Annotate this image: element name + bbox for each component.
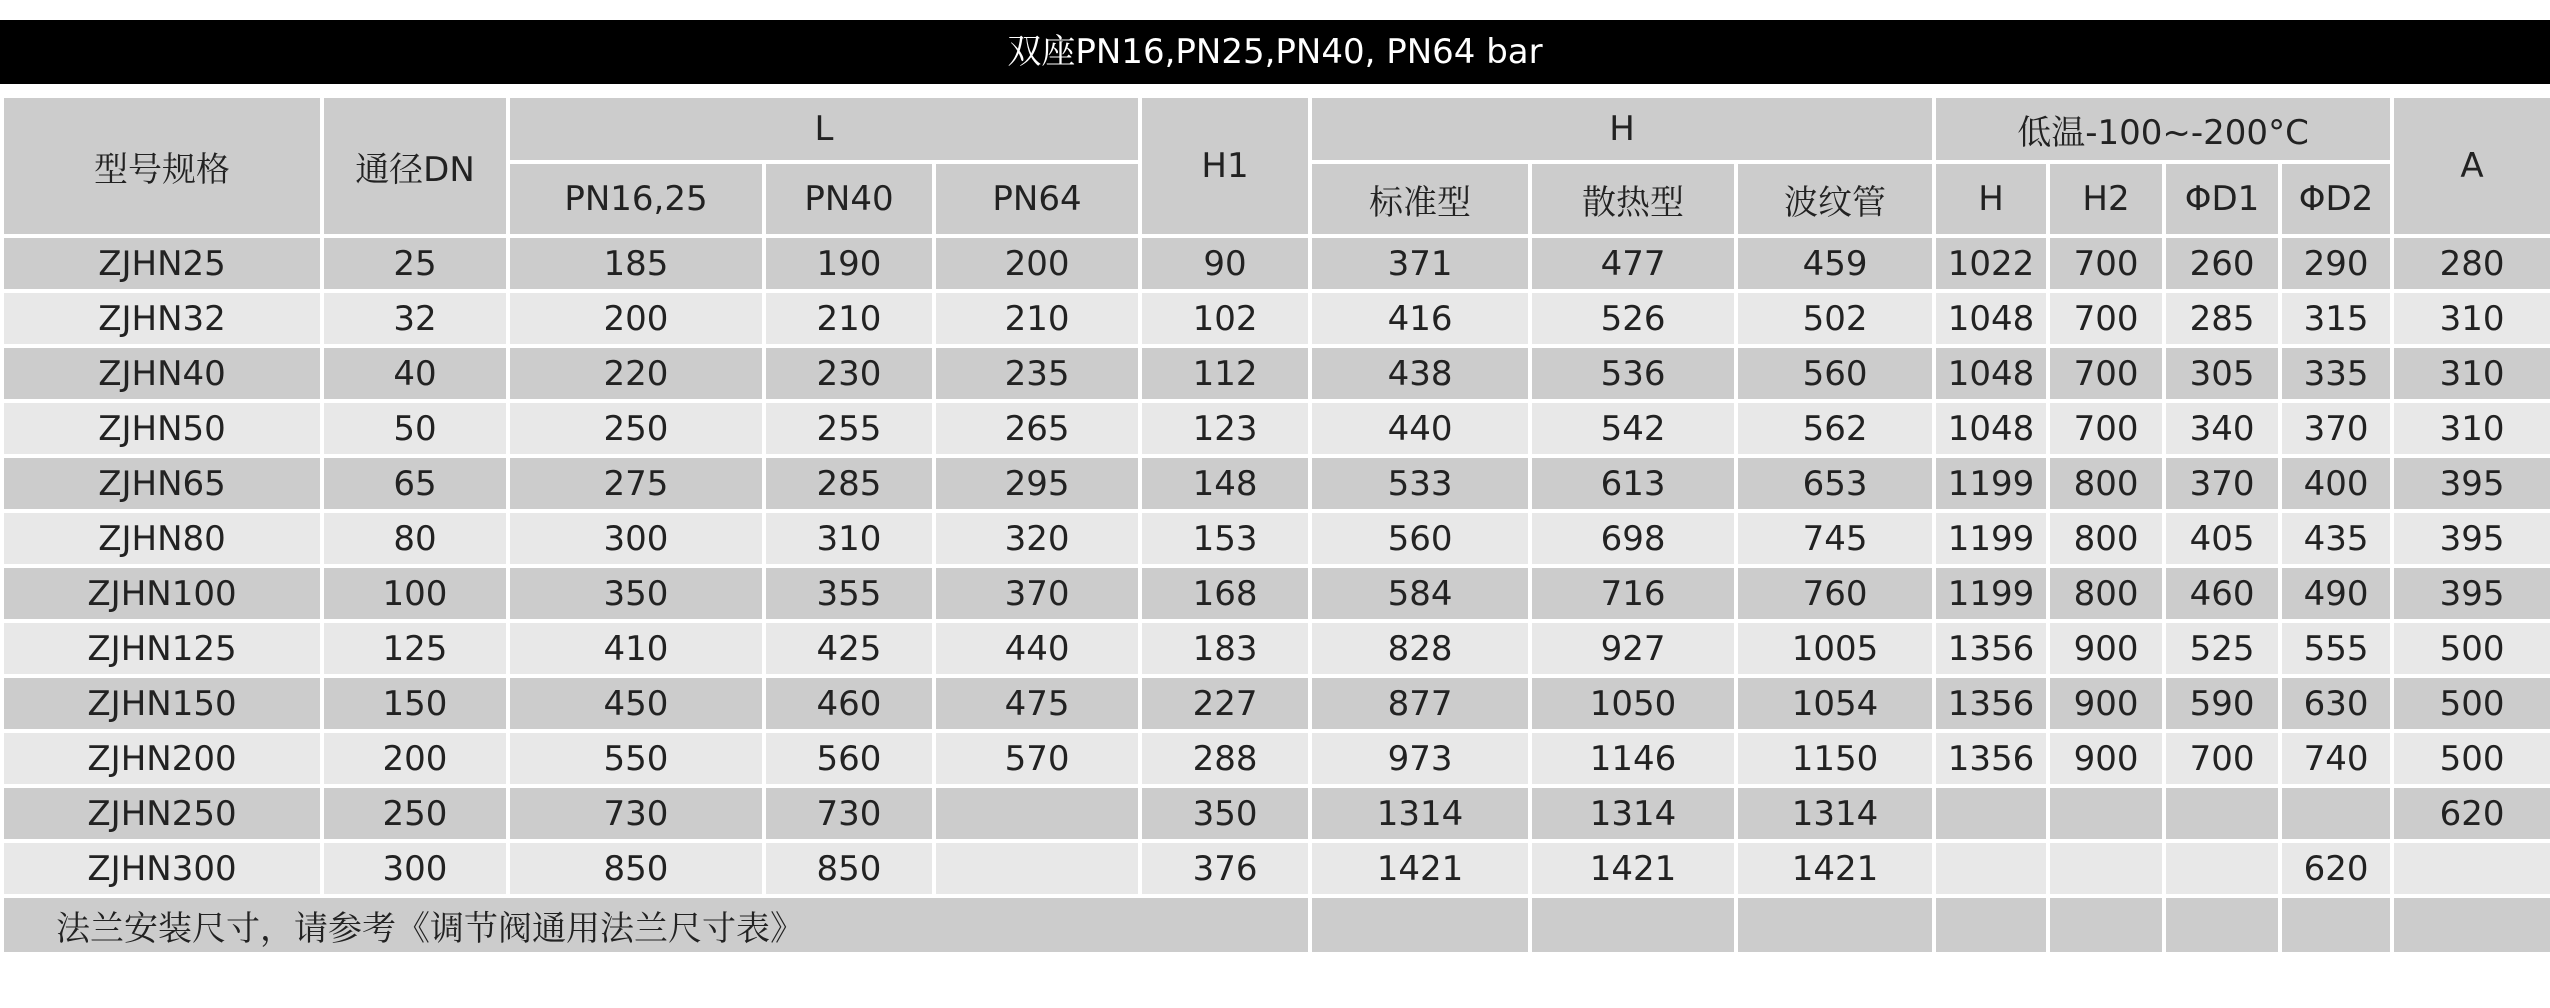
header-h-heat-sink: 散热型 <box>1530 162 1736 236</box>
table-cell: 438 <box>1310 346 1530 401</box>
table-cell: 395 <box>2392 566 2550 621</box>
table-row <box>2 731 2550 786</box>
table-cell: 370 <box>2164 456 2280 511</box>
table-cell: 65 <box>322 456 508 511</box>
table-cell: ZJHN80 <box>2 511 322 566</box>
table-cell: 700 <box>2048 291 2164 346</box>
header-model: 型号规格 <box>2 96 322 236</box>
table-cell: 310 <box>764 511 934 566</box>
table-cell: 310 <box>2392 291 2550 346</box>
table-cell: 745 <box>1736 511 1934 566</box>
table-cell: 1048 <box>1934 401 2048 456</box>
table-cell: 730 <box>764 786 934 841</box>
table-cell: 800 <box>2048 566 2164 621</box>
table-cell: 550 <box>508 731 764 786</box>
table-cell: 653 <box>1736 456 1934 511</box>
table-cell: 183 <box>1140 621 1310 676</box>
table-cell: 1050 <box>1530 676 1736 731</box>
table-cell: 570 <box>934 731 1140 786</box>
table-row <box>2 346 2550 401</box>
header-h-standard: 标准型 <box>1310 162 1530 236</box>
table-cell: 280 <box>2392 236 2550 291</box>
table-cell: 250 <box>508 401 764 456</box>
table-cell: 459 <box>1736 236 1934 291</box>
header-low-temp-d1: ΦD1 <box>2164 162 2280 236</box>
table-cell: 730 <box>508 786 764 841</box>
empty-cell <box>1736 896 1934 954</box>
table-cell: 698 <box>1530 511 1736 566</box>
header-row-1 <box>2 96 2550 162</box>
table-cell: 370 <box>934 566 1140 621</box>
table-cell: 102 <box>1140 291 1310 346</box>
table-cell: 1199 <box>1934 456 2048 511</box>
table-cell: 900 <box>2048 676 2164 731</box>
table-cell: 800 <box>2048 456 2164 511</box>
table-cell: 320 <box>934 511 1140 566</box>
table-cell: 828 <box>1310 621 1530 676</box>
footnote: 法兰安装尺寸，请参考《调节阀通用法兰尺寸表》 <box>2 896 1310 954</box>
table-cell: 315 <box>2280 291 2392 346</box>
table-cell: 560 <box>764 731 934 786</box>
table-cell: 555 <box>2280 621 2392 676</box>
table-cell: 927 <box>1530 621 1736 676</box>
table-cell: 185 <box>508 236 764 291</box>
table-cell: 250 <box>322 786 508 841</box>
table-cell: 850 <box>508 841 764 896</box>
table-cell: ZJHN100 <box>2 566 322 621</box>
table-cell: 500 <box>2392 731 2550 786</box>
table-cell: 227 <box>1140 676 1310 731</box>
table-cell: 376 <box>1140 841 1310 896</box>
table-cell: 410 <box>508 621 764 676</box>
table-cell: 475 <box>934 676 1140 731</box>
footnote-row <box>2 896 2550 954</box>
table-cell: ZJHN50 <box>2 401 322 456</box>
header-h1: H1 <box>1140 96 1310 236</box>
table-cell <box>2164 786 2280 841</box>
table-cell: 1005 <box>1736 621 1934 676</box>
table-cell: 973 <box>1310 731 1530 786</box>
table-cell: 460 <box>2164 566 2280 621</box>
table-cell: 295 <box>934 456 1140 511</box>
table-cell: 300 <box>322 841 508 896</box>
header-l-pn64: PN64 <box>934 162 1140 236</box>
table-cell: 562 <box>1736 401 1934 456</box>
table-cell: 1054 <box>1736 676 1934 731</box>
table-cell: 148 <box>1140 456 1310 511</box>
table-cell: 300 <box>508 511 764 566</box>
table-cell <box>2048 841 2164 896</box>
empty-cell <box>1530 896 1736 954</box>
table-cell: 630 <box>2280 676 2392 731</box>
table-cell: 700 <box>2048 236 2164 291</box>
table-cell: 460 <box>764 676 934 731</box>
header-a: A <box>2392 96 2550 236</box>
empty-cell <box>1310 896 1530 954</box>
table-cell: 477 <box>1530 236 1736 291</box>
table-cell: 190 <box>764 236 934 291</box>
table-cell: 1356 <box>1934 621 2048 676</box>
table-cell: 500 <box>2392 676 2550 731</box>
table-cell: 1048 <box>1934 346 2048 401</box>
table-cell: 90 <box>1140 236 1310 291</box>
table-cell: 265 <box>934 401 1140 456</box>
table-cell: 440 <box>934 621 1140 676</box>
table-cell: ZJHN200 <box>2 731 322 786</box>
table-row <box>2 621 2550 676</box>
table-cell: 200 <box>934 236 1140 291</box>
table-cell: 1356 <box>1934 676 2048 731</box>
table-cell: 900 <box>2048 731 2164 786</box>
table-cell: 310 <box>2392 346 2550 401</box>
table-row <box>2 841 2550 896</box>
table-cell: 590 <box>2164 676 2280 731</box>
table-cell: 235 <box>934 346 1140 401</box>
table-row <box>2 456 2550 511</box>
table-row <box>2 676 2550 731</box>
table-cell: 877 <box>1310 676 1530 731</box>
table-cell: 50 <box>322 401 508 456</box>
table-cell: 340 <box>2164 401 2280 456</box>
table-cell: 542 <box>1530 401 1736 456</box>
table-cell: 1314 <box>1310 786 1530 841</box>
header-low-temp-d2: ΦD2 <box>2280 162 2392 236</box>
table-cell: 620 <box>2392 786 2550 841</box>
table-row <box>2 566 2550 621</box>
empty-cell <box>2164 896 2280 954</box>
table-cell <box>2048 786 2164 841</box>
table-cell: 1314 <box>1736 786 1934 841</box>
table-cell: 584 <box>1310 566 1530 621</box>
table-cell: 210 <box>934 291 1140 346</box>
table-cell: 1421 <box>1736 841 1934 896</box>
table-cell <box>934 841 1140 896</box>
table-cell: 1421 <box>1310 841 1530 896</box>
table-cell: ZJHN125 <box>2 621 322 676</box>
table-cell: 526 <box>1530 291 1736 346</box>
table-cell: 700 <box>2164 731 2280 786</box>
table-cell: 125 <box>322 621 508 676</box>
table-cell: 620 <box>2280 841 2392 896</box>
table-cell: 310 <box>2392 401 2550 456</box>
table-cell: 395 <box>2392 456 2550 511</box>
table-cell: 290 <box>2280 236 2392 291</box>
table-cell: ZJHN32 <box>2 291 322 346</box>
table-cell: 288 <box>1140 731 1310 786</box>
table-cell: 1199 <box>1934 511 2048 566</box>
table-cell: 500 <box>2392 621 2550 676</box>
table-cell: 560 <box>1310 511 1530 566</box>
table-cell: 740 <box>2280 731 2392 786</box>
table-cell: ZJHN250 <box>2 786 322 841</box>
table-cell: 1199 <box>1934 566 2048 621</box>
table-cell: 435 <box>2280 511 2392 566</box>
table-cell: 371 <box>1310 236 1530 291</box>
table-cell: 536 <box>1530 346 1736 401</box>
table-cell: 285 <box>764 456 934 511</box>
table-cell <box>2280 786 2392 841</box>
table-cell: 335 <box>2280 346 2392 401</box>
table-cell: 230 <box>764 346 934 401</box>
table-cell: 350 <box>508 566 764 621</box>
empty-cell <box>2392 896 2550 954</box>
table-cell: 440 <box>1310 401 1530 456</box>
spec-table <box>0 94 2550 956</box>
header-l-group: L <box>508 96 1140 162</box>
header-dn: 通径DN <box>322 96 508 236</box>
table-cell: 850 <box>764 841 934 896</box>
header-low-temp-h: H <box>1934 162 2048 236</box>
empty-cell <box>1934 896 2048 954</box>
table-cell: 416 <box>1310 291 1530 346</box>
table-cell: 275 <box>508 456 764 511</box>
table-row <box>2 401 2550 456</box>
table-cell: 1022 <box>1934 236 2048 291</box>
empty-cell <box>2048 896 2164 954</box>
table-cell: 32 <box>322 291 508 346</box>
table-cell: 425 <box>764 621 934 676</box>
table-cell: 80 <box>322 511 508 566</box>
table-cell: 350 <box>1140 786 1310 841</box>
table-cell: 1314 <box>1530 786 1736 841</box>
table-cell: 1146 <box>1530 731 1736 786</box>
table-cell: ZJHN25 <box>2 236 322 291</box>
table-cell: 395 <box>2392 511 2550 566</box>
table-cell: ZJHN65 <box>2 456 322 511</box>
table-cell: 220 <box>508 346 764 401</box>
table-cell: 900 <box>2048 621 2164 676</box>
table-cell: 1356 <box>1934 731 2048 786</box>
table-cell <box>934 786 1140 841</box>
table-cell: 700 <box>2048 346 2164 401</box>
header-h-bellows: 波纹管 <box>1736 162 1934 236</box>
table-cell: 210 <box>764 291 934 346</box>
table-cell: 502 <box>1736 291 1934 346</box>
table-cell: 100 <box>322 566 508 621</box>
table-cell <box>1934 786 2048 841</box>
table-cell: 355 <box>764 566 934 621</box>
table-cell: 1421 <box>1530 841 1736 896</box>
table-cell: 200 <box>508 291 764 346</box>
table-cell: 525 <box>2164 621 2280 676</box>
table-cell: 760 <box>1736 566 1934 621</box>
table-cell: 700 <box>2048 401 2164 456</box>
table-row <box>2 511 2550 566</box>
table-cell <box>2164 841 2280 896</box>
table-cell: 168 <box>1140 566 1310 621</box>
table-cell: 560 <box>1736 346 1934 401</box>
table-cell: 800 <box>2048 511 2164 566</box>
header-h-group: H <box>1310 96 1934 162</box>
table-cell: 450 <box>508 676 764 731</box>
table-cell: 200 <box>322 731 508 786</box>
table-cell: 1048 <box>1934 291 2048 346</box>
table-cell: 285 <box>2164 291 2280 346</box>
table-cell: 153 <box>1140 511 1310 566</box>
table-title: 双座PN16,PN25,PN40, PN64 bar <box>0 20 2550 84</box>
table-cell: 400 <box>2280 456 2392 511</box>
table-cell: 123 <box>1140 401 1310 456</box>
table-cell: ZJHN150 <box>2 676 322 731</box>
table-cell: 112 <box>1140 346 1310 401</box>
table-cell: 25 <box>322 236 508 291</box>
header-low-temp-h2: H2 <box>2048 162 2164 236</box>
table-cell: 405 <box>2164 511 2280 566</box>
table-cell: 1150 <box>1736 731 1934 786</box>
table-cell: 255 <box>764 401 934 456</box>
header-l-pn16-25: PN16,25 <box>508 162 764 236</box>
table-row <box>2 236 2550 291</box>
table-cell: 533 <box>1310 456 1530 511</box>
table-cell: 260 <box>2164 236 2280 291</box>
table-cell: 305 <box>2164 346 2280 401</box>
table-cell: 40 <box>322 346 508 401</box>
empty-cell <box>2280 896 2392 954</box>
table-cell: 613 <box>1530 456 1736 511</box>
table-cell: 716 <box>1530 566 1736 621</box>
table-row <box>2 291 2550 346</box>
header-low-temp-group: 低温-100~-200°C <box>1934 96 2392 162</box>
table-cell: ZJHN40 <box>2 346 322 401</box>
table-cell: ZJHN300 <box>2 841 322 896</box>
header-l-pn40: PN40 <box>764 162 934 236</box>
table-cell <box>2392 841 2550 896</box>
table-cell: 150 <box>322 676 508 731</box>
table-row <box>2 786 2550 841</box>
table-cell: 490 <box>2280 566 2392 621</box>
table-cell: 370 <box>2280 401 2392 456</box>
table-cell <box>1934 841 2048 896</box>
